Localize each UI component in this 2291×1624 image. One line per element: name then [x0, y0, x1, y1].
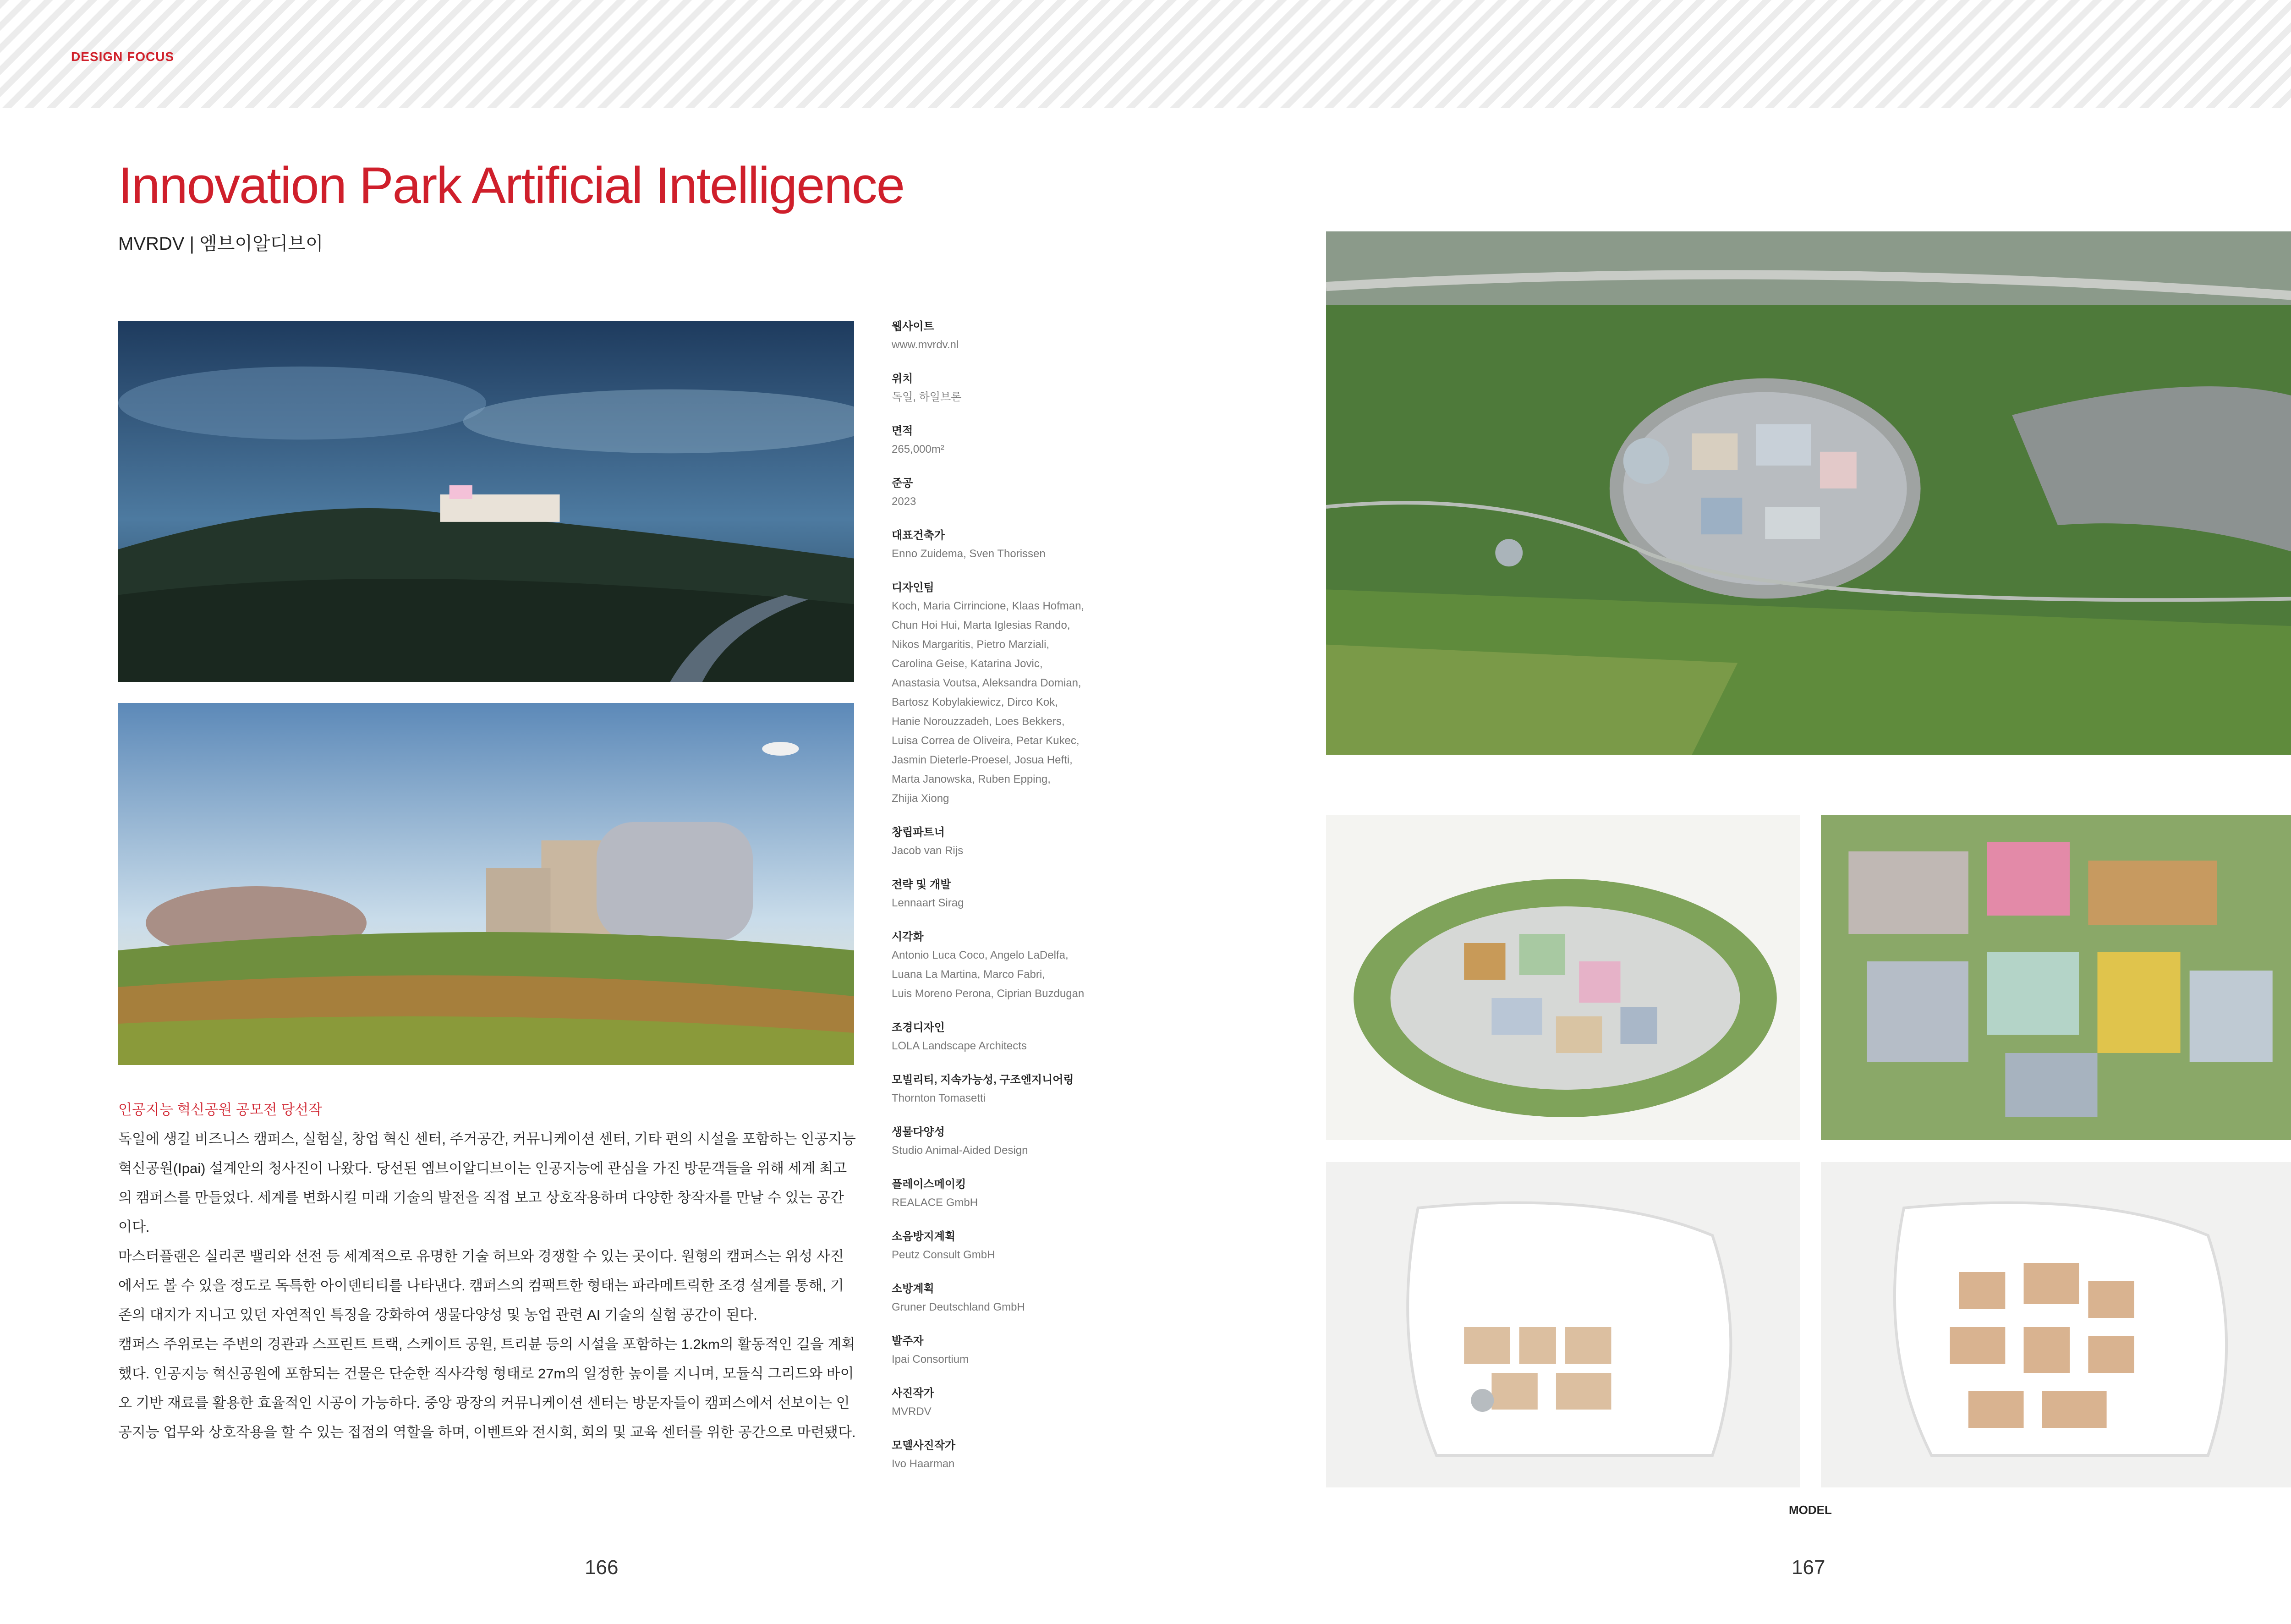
credit-label: 면적: [892, 425, 913, 437]
credit-placemaking: [892, 1176, 1102, 1213]
credit-value: Antonio Luca Coco, Angelo LaDelfa, Luana La Martina, Marco Fabri, Luis Moreno Perona, Ciprian Buzdugan: [892, 949, 1085, 1000]
credit-label: 소음방지계획: [892, 1230, 956, 1243]
credit-label: 대표건축가: [892, 529, 945, 542]
credit-label: 창립파트너: [892, 826, 945, 839]
model-photo-3: [1326, 1162, 1800, 1487]
credit-label: 플레이스메이킹: [892, 1178, 966, 1191]
article-paragraph: 독일에 생길 비즈니스 캠퍼스, 실험실, 창업 혁신 센터, 주거공간, 커뮤니케이션 센터, 기타 편의 시설을 포함하는 인공지능 혁신공원(Ipai) 설계안의 청사진이 나왔다. 당선된 엠브이알디브이는 인공지능에 관심을 가진 방문객들을 위해 세계 최고의 캠퍼스를 만들었다. 세계를 변화시킬 미래 기술의 발전을 직접 보고 상호작용하며 다양한 창작자를 만날 수 있는 공간이다.: [118, 1131, 856, 1235]
aerial-render-photo: [1326, 231, 2291, 755]
header-band: [0, 0, 2291, 108]
credit-label: 위치: [892, 373, 913, 385]
credit-strategy: [892, 876, 1102, 913]
credit-lead-architect: [892, 527, 1102, 564]
project-credits: [892, 318, 1102, 1489]
credit-landscape: [892, 1019, 1102, 1056]
credit-label: 발주자: [892, 1335, 924, 1347]
article-subtitle: MVRDV | 엠브이알디브이: [118, 234, 323, 254]
article-title: Innovation Park Artificial Intelligence: [118, 157, 904, 214]
credit-area: [892, 422, 1102, 459]
credit-value: Jacob van Rijs: [892, 845, 964, 857]
credit-value: MVRDV: [892, 1405, 932, 1418]
credit-value: Gruner Deutschland GmbH: [892, 1301, 1025, 1313]
article-body: [118, 1095, 856, 1447]
credit-fire: [892, 1280, 1102, 1317]
credit-value: LOLA Landscape Architects: [892, 1040, 1027, 1052]
credit-design-team: [892, 579, 1102, 808]
credit-completion: [892, 475, 1102, 511]
credit-value: Koch, Maria Cirrincione, Klaas Hofman, Chun Hoi Hui, Marta Iglesias Rando, Nikos Margaritis, Pietro Marziali, Carolina Geise, Katarina Jovic, Anastasia Voutsa, Aleksandra Domian, Bartosz Kobylakiewicz, Dirco Kok, Hanie Norouzzadeh, Loes Bekkers, Luisa Correa de Oliveira, Petar Kukec, Jasmin Dieterle-Proesel, Josua Hefti, Marta Janowska, Ruben Epping, Zhijia Xiong: [892, 600, 1085, 805]
credit-value: Thornton Tomasetti: [892, 1092, 986, 1104]
article-paragraph: 마스터플랜은 실리콘 밸리와 선전 등 세계적으로 유명한 기술 허브와 경쟁할 수 있는 곳이다. 원형의 캠퍼스는 위성 사진에서도 볼 수 있을 정도로 독특한 아이덴티티를 나타낸다. 캠퍼스의 컴팩트한 형태는 파라메트릭한 조경 설계를 통해, 기존의 대지가 지니고 있던 자연적인 특징을 강화하여 생물다양성 및 농업 관련 AI 기술의 실험 공간이 된다.: [118, 1248, 844, 1323]
credit-value: 265,000m²: [892, 443, 944, 455]
credit-value: 2023: [892, 495, 916, 508]
credit-engineering: [892, 1071, 1102, 1108]
meadow-render-photo: [118, 703, 854, 1065]
credit-label: 준공: [892, 477, 913, 489]
credit-label: 디자인팀: [892, 582, 934, 594]
credit-label: 모빌리티, 지속가능성, 구조엔지니어링: [892, 1074, 1074, 1086]
article-paragraph: 캠퍼스 주위로는 주변의 경관과 스프린트 트랙, 스케이트 공원, 트리뷴 등의 시설을 포함하는 1.2km의 활동적인 길을 계획했다. 인공지능 혁신공원에 포함되는 건물은 단순한 직사각형 형태로 27m의 일정한 높이를 지니며, 모듈식 그리드와 바이오 기반 재료를 활용한 효율적인 시공이 가능하다. 중앙 광장의 커뮤니케이션 센터는 방문자들이 캠퍼스에서 선보이는 인공지능 업무와 상호작용을 할 수 있는 접점의 역할을 하며, 이벤트와 전시회, 회의 및 교육 센터를 위한 공간으로 마련됐다.: [118, 1336, 856, 1440]
credit-location: [892, 370, 1102, 407]
credit-label: 모델사진작가: [892, 1439, 956, 1452]
section-label: DESIGN FOCUS: [71, 49, 175, 64]
credit-value: REALACE GmbH: [892, 1196, 978, 1209]
credit-website: [892, 318, 1102, 355]
credit-label: 웹사이트: [892, 320, 934, 333]
credit-value: Ivo Haarman: [892, 1458, 955, 1470]
credit-value: Lennaart Sirag: [892, 897, 964, 909]
credit-value: Peutz Consult GmbH: [892, 1249, 995, 1261]
article-lead: 인공지능 혁신공원 공모전 당선작: [118, 1102, 323, 1118]
credit-model-photographer: [892, 1437, 1102, 1474]
model-photo-2: [1821, 815, 2291, 1140]
credit-visualization: [892, 928, 1102, 1004]
credit-label: 조경디자인: [892, 1021, 945, 1034]
credit-biodiversity: [892, 1124, 1102, 1160]
credit-founding-partner: [892, 824, 1102, 861]
model-caption: MODEL: [1789, 1503, 1832, 1517]
credit-value: Studio Animal-Aided Design: [892, 1144, 1028, 1157]
credit-value: 독일, 하일브론: [892, 391, 962, 403]
credit-client: [892, 1333, 1102, 1369]
credit-label: 시각화: [892, 931, 924, 943]
page-number-right: 167: [1792, 1556, 1825, 1579]
model-photo-4: [1821, 1162, 2291, 1487]
page-number-left: 166: [585, 1556, 619, 1579]
credit-label: 전략 및 개발: [892, 878, 951, 891]
credit-value: Enno Zuidema, Sven Thorissen: [892, 548, 1046, 560]
credit-label: 사진작가: [892, 1387, 934, 1399]
credit-label: 소방계획: [892, 1283, 934, 1295]
model-photo-1: [1326, 815, 1800, 1140]
credit-noise: [892, 1228, 1102, 1265]
credit-label: 생물다양성: [892, 1126, 945, 1138]
credit-value: www.mvrdv.nl: [892, 339, 959, 351]
credit-value: Ipai Consortium: [892, 1353, 969, 1366]
night-render-photo: [118, 321, 854, 682]
credit-photographer: [892, 1385, 1102, 1421]
